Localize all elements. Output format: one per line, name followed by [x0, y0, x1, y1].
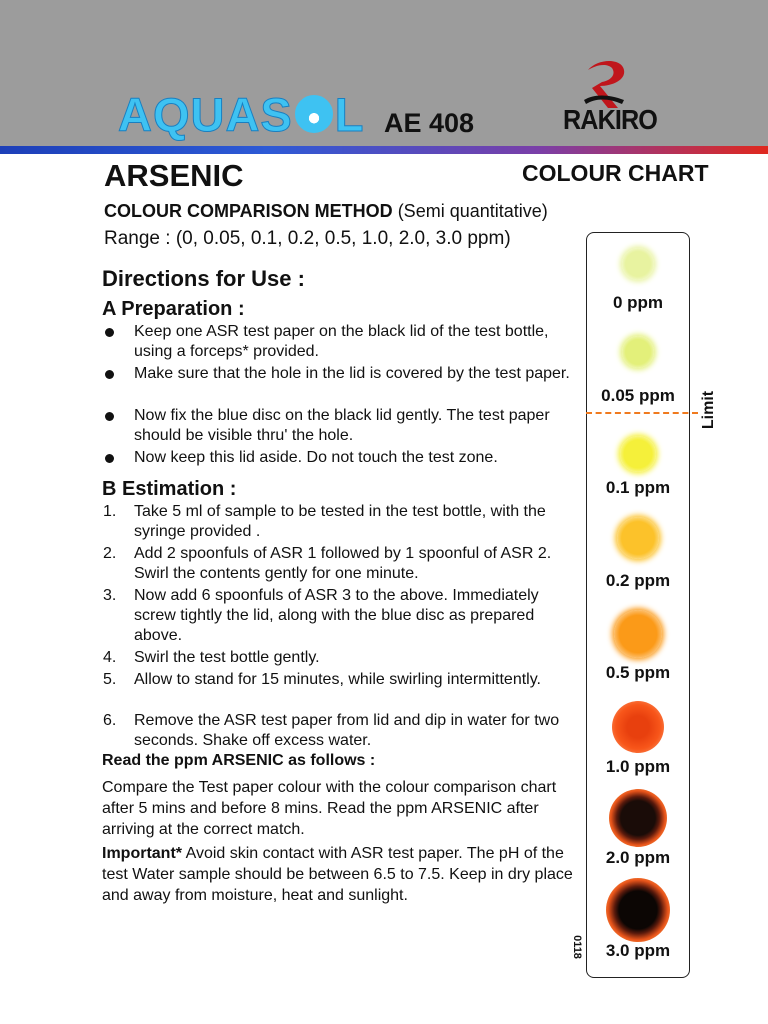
ppm-label: 1.0 ppm	[605, 757, 671, 776]
important-note	[102, 843, 582, 906]
print-code: 0118	[571, 935, 583, 959]
step-number: 5.	[103, 671, 117, 688]
colour-swatch	[622, 336, 654, 368]
aquasol-logo-text-a: AQUAS	[118, 87, 293, 141]
estimation-step: Add 2 spoonfuls of ASR 1 followed by 1 spoonful of ASR 2. Swirl the contents gently for one minute.	[134, 545, 552, 582]
ppm-label: 0.5 ppm	[605, 663, 671, 682]
method-name: COLOUR COMPARISON METHOD	[104, 201, 393, 221]
estimation-heading: B Estimation :	[102, 478, 237, 500]
estimation-step: Now add 6 spoonfuls of ASR 3 to the above. Immediately screw tightly the lid, along with the blue disc as prepared above.	[134, 587, 539, 644]
compare-paragraph: Compare the Test paper colour with the colour comparison chart after 5 mins and before 8 mins. Read the ppm ARSENIC after arriving at the correct match.	[102, 779, 557, 838]
page-title: ARSENIC	[104, 158, 244, 193]
estimation-step: Remove the ASR test paper from lid and dip in water for two seconds. Shake off excess water.	[134, 712, 560, 749]
chart-title: COLOUR CHART	[522, 160, 709, 186]
colour-swatch	[620, 436, 656, 472]
header-stripe	[0, 146, 768, 154]
colour-swatch	[617, 517, 659, 559]
preparation-item: Now keep this lid aside. Do not touch the test zone.	[134, 449, 498, 466]
colour-swatch	[606, 878, 670, 942]
estimation-step: Allow to stand for 15 minutes, while swirling intermittently.	[134, 671, 541, 688]
ppm-label: 0 ppm	[612, 293, 664, 312]
limit-line	[586, 412, 698, 414]
step-number: 4.	[103, 649, 117, 666]
range-line: Range : (0, 0.05, 0.1, 0.2, 0.5, 1.0, 2.0, 3.0 ppm)	[104, 228, 511, 249]
step-number: 2.	[103, 545, 117, 562]
colour-swatch	[612, 701, 664, 753]
model-number: AE 408	[384, 108, 475, 138]
aquasol-logo-text-b: L	[334, 87, 365, 141]
estimation-step: Take 5 ml of sample to be tested in the test bottle, with the syringe provided .	[134, 503, 546, 540]
directions-heading: Directions for Use :	[102, 266, 305, 291]
step-number: 3.	[103, 587, 117, 604]
colour-swatch	[609, 789, 667, 847]
limit-label: Limit	[700, 390, 717, 430]
step-number: 1.	[103, 503, 117, 520]
bullet-dot	[105, 412, 114, 421]
preparation-heading: A Preparation :	[102, 298, 245, 320]
read-heading: Read the ppm ARSENIC as follows :	[102, 752, 376, 769]
ppm-label: 0.2 ppm	[605, 571, 671, 590]
ppm-label: 3.0 ppm	[605, 941, 671, 960]
step-number: 6.	[103, 712, 117, 729]
water-drop-icon	[295, 95, 333, 133]
colour-swatch	[614, 610, 662, 658]
bullet-dot	[105, 328, 114, 337]
bullet-dot	[105, 370, 114, 379]
preparation-item: Make sure that the hole in the lid is covered by the test paper.	[134, 365, 570, 382]
method-line	[104, 201, 548, 222]
important-text: Avoid skin contact with ASR test paper. The pH of the test Water sample should be between 6.5 to 7.5. Keep in dry place and away from moisture, heat and sunlight.	[102, 845, 573, 904]
estimation-step: Swirl the test bottle gently.	[134, 649, 320, 666]
ppm-label: 0.05 ppm	[601, 386, 675, 405]
colour-swatch	[622, 248, 654, 280]
rakiro-logo-text: RAKIRO	[563, 104, 658, 135]
important-label: Important*	[102, 845, 182, 862]
preparation-item: Keep one ASR test paper on the black lid of the test bottle, using a forceps* provided.	[134, 323, 549, 360]
aquasol-logo	[118, 88, 364, 140]
ppm-label: 2.0 ppm	[605, 848, 671, 867]
method-note: (Semi quantitative)	[397, 201, 548, 221]
preparation-item: Now fix the blue disc on the black lid gently. The test paper should be visible thru' the hole.	[134, 407, 550, 444]
ppm-label: 0.1 ppm	[605, 478, 671, 497]
bullet-dot	[105, 454, 114, 463]
